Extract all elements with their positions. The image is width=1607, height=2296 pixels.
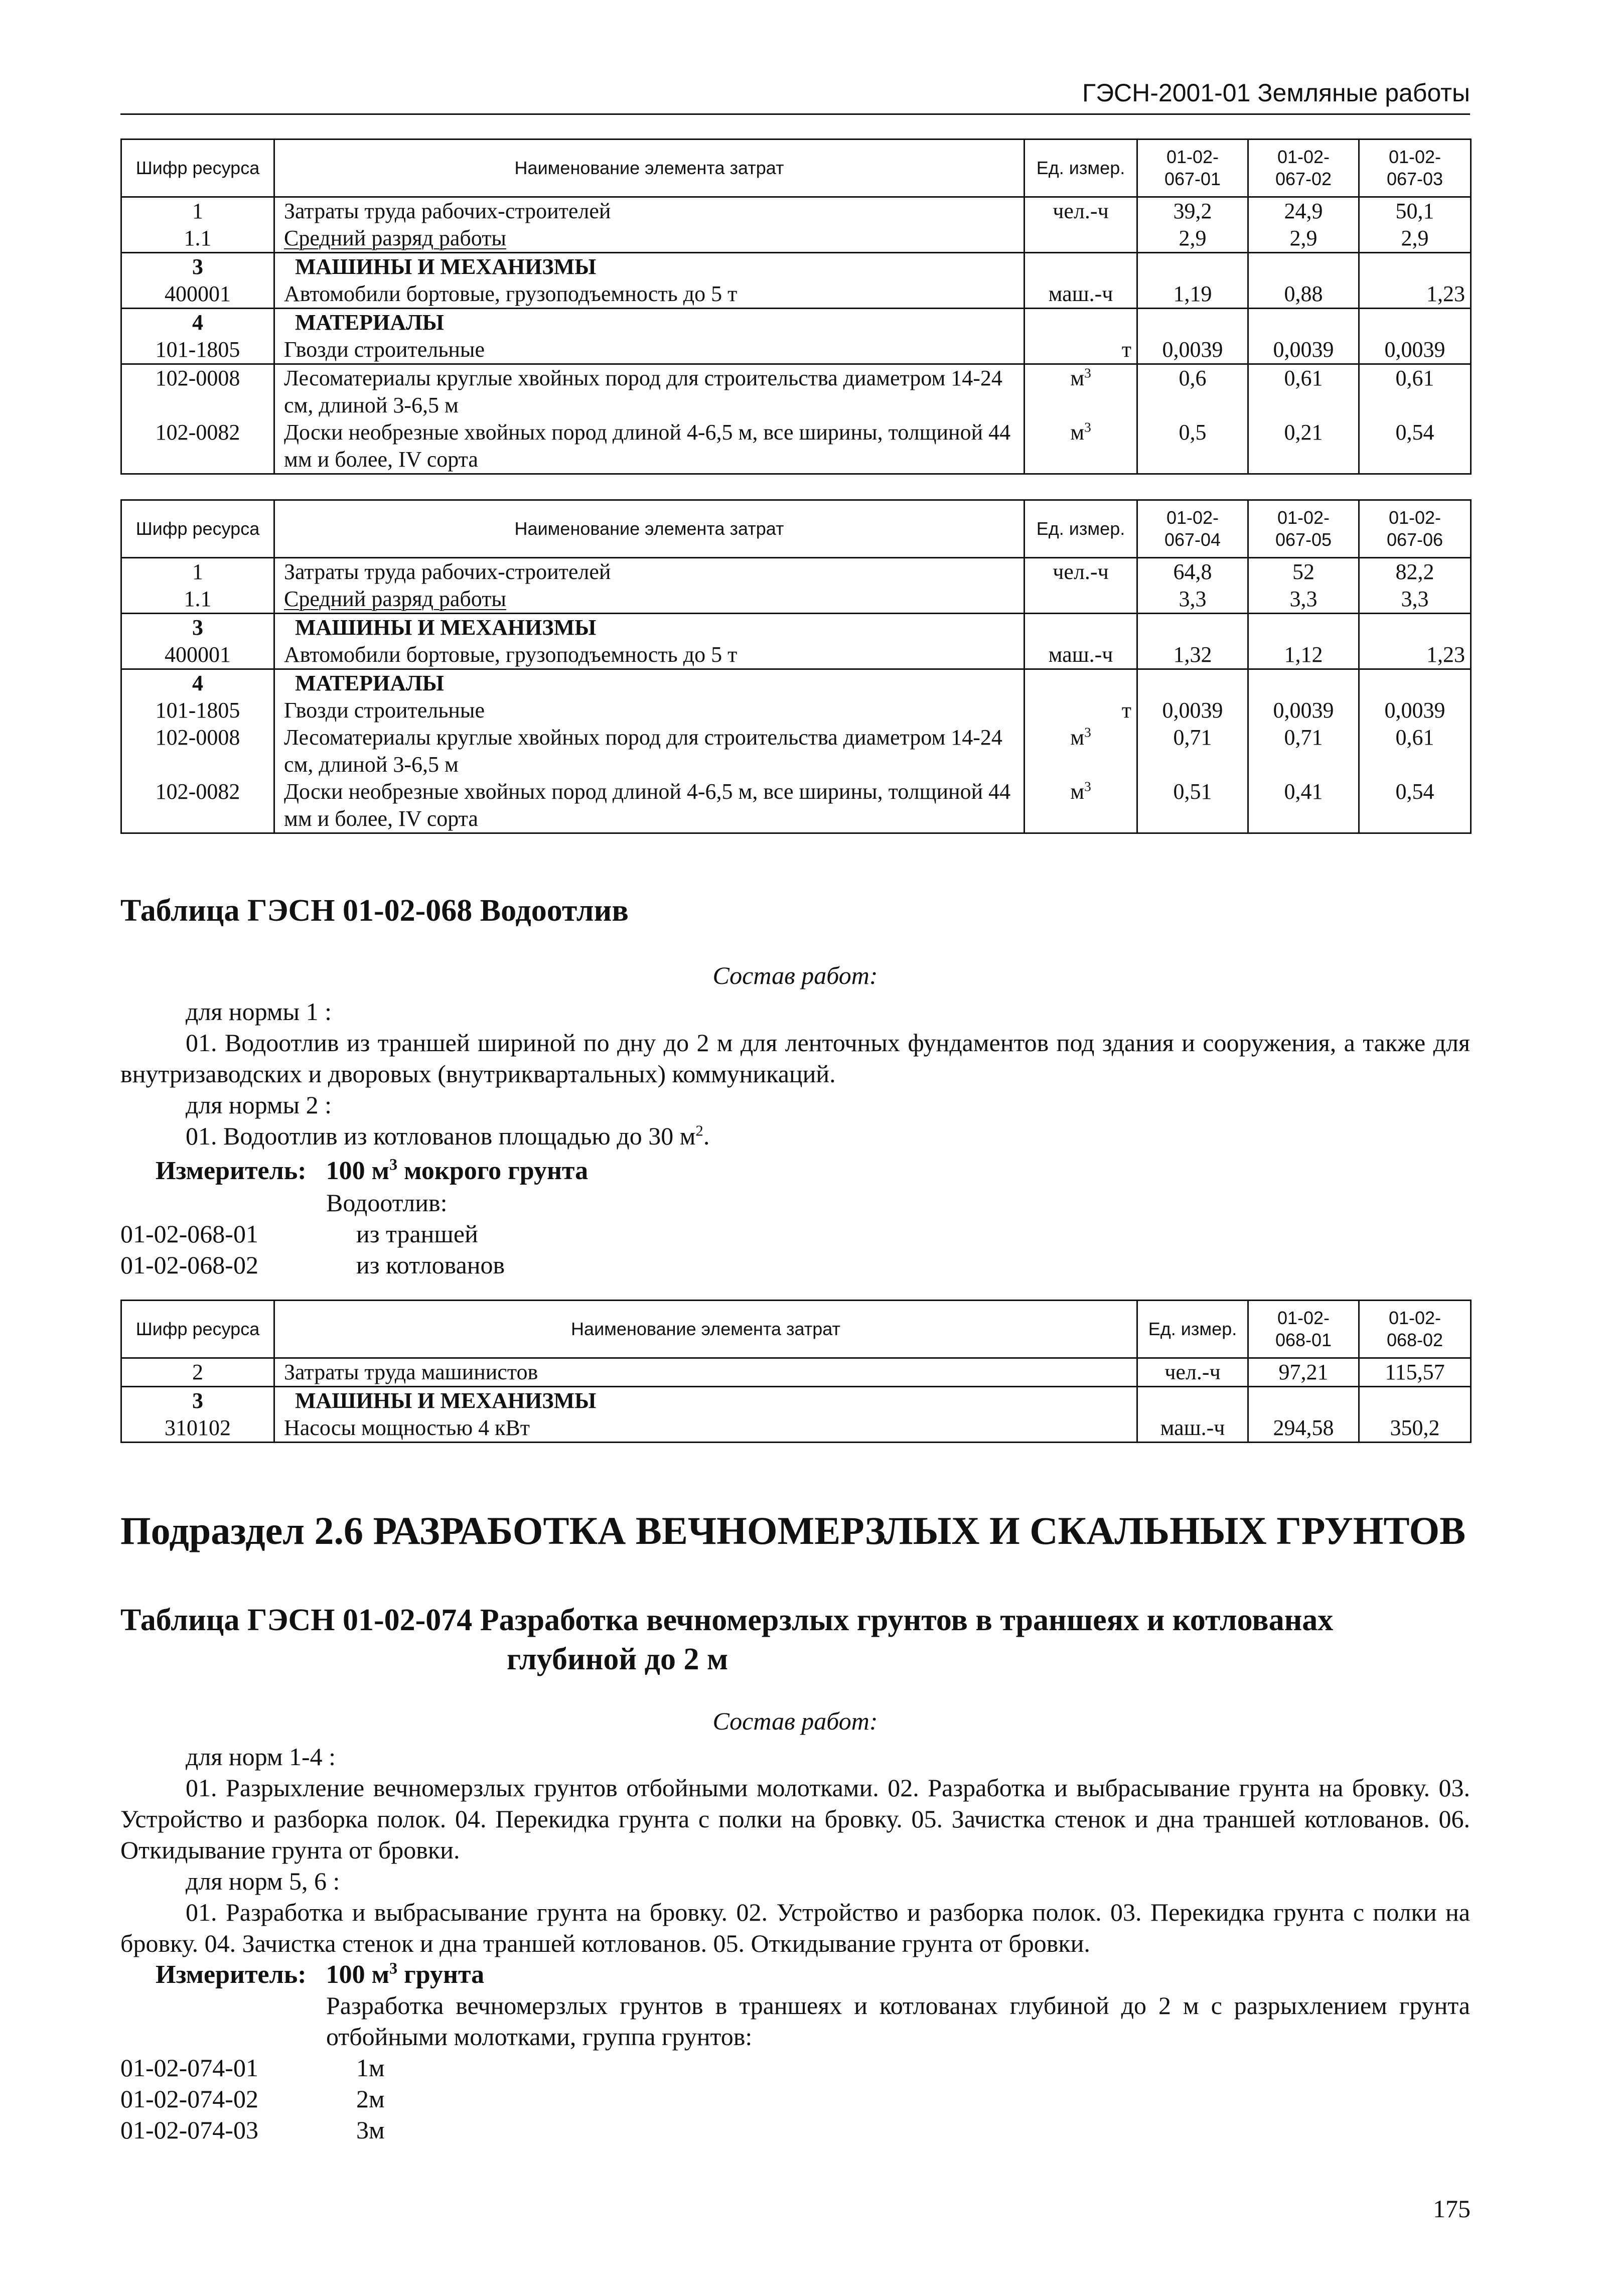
col-header-norm: 01-02- 067-04 (1137, 500, 1248, 558)
cell-section-title: МАТЕРИАЛЫ (274, 669, 1025, 697)
resource-table-068 (120, 1300, 1472, 1443)
table-row (121, 280, 1471, 309)
table-section-row (121, 1387, 1471, 1415)
table-section-row (121, 253, 1471, 281)
cell-unit: маш.-ч (1137, 1414, 1248, 1443)
cell-code: 3 (121, 1387, 274, 1415)
cell-name: Автомобили бортовые, грузоподъемность до 5 т (274, 280, 1025, 309)
cell-code: 1.1 (121, 586, 274, 614)
cell-unit (1025, 253, 1137, 281)
table-row (121, 697, 1471, 724)
col-header-code: Шифр ресурса (121, 1301, 274, 1358)
table-section-row (121, 309, 1471, 337)
cell-code: 102-0008 (121, 364, 274, 419)
cell-value: 2,9 (1248, 225, 1359, 253)
cell-unit: т (1025, 697, 1137, 724)
cell-unit: чел.-ч (1025, 558, 1137, 586)
table-row (121, 724, 1471, 778)
cell-section-title: МАТЕРИАЛЫ (274, 309, 1025, 337)
cell-unit: $м^3$ (1025, 364, 1137, 419)
running-head: ГЭСН-2001-01 Земляные работы (120, 75, 1470, 115)
norm-code: 01-02-074-02 (120, 2085, 258, 2113)
col-header-code: Шифр ресурса (121, 139, 274, 197)
cell-value: 3,3 (1248, 586, 1359, 614)
cell-value: 0,54 (1359, 419, 1471, 474)
cell-value: 39,2 (1137, 197, 1248, 225)
table-row (121, 1358, 1471, 1387)
table-row (121, 641, 1471, 669)
norm-label: для норм 5, 6 : (186, 1867, 340, 1895)
cell-value: 0,0039 (1359, 336, 1471, 364)
norm-name: 1м (356, 2054, 385, 2082)
cell-value (1248, 309, 1359, 337)
cell-code: 4 (121, 669, 274, 697)
cell-value (1359, 253, 1471, 281)
cell-name: Затраты труда машинистов (274, 1358, 1137, 1387)
table-row (121, 778, 1471, 833)
cell-value (1248, 669, 1359, 697)
cell-name: Средний разряд работы (274, 586, 1025, 614)
col-header-name: Наименование элемента затрат (274, 500, 1025, 558)
cell-code: 102-0082 (121, 419, 274, 474)
norm-description: 01. Разработка и выбрасывание грунта на бровку. 02. Устройство и разборка полок. 03. Перекидка грунта с полки на бровку. 04. Зачистка стенок и дна траншей котлованов. 05. Откидывание грунта от бровки. (120, 1898, 1470, 1957)
cell-value: 0,51 (1137, 778, 1248, 833)
cell-value (1359, 614, 1471, 642)
cell-value (1359, 669, 1471, 697)
cell-value: 115,57 (1359, 1358, 1471, 1387)
norm-name: из траншей (356, 1220, 478, 1248)
cell-unit: чел.-ч (1137, 1358, 1248, 1387)
cell-value: 0,0039 (1359, 697, 1471, 724)
cell-value (1248, 614, 1359, 642)
col-header-norm: 01-02- 067-01 (1137, 139, 1248, 197)
composition-label: Состав работ: (712, 1707, 878, 1735)
cell-value: 0,54 (1359, 778, 1471, 833)
norm-name: 2м (356, 2085, 385, 2113)
cell-value: 2,9 (1137, 225, 1248, 253)
cell-value: 64,8 (1137, 558, 1248, 586)
cell-value: 3,3 (1137, 586, 1248, 614)
cell-value: 1,12 (1248, 641, 1359, 669)
table-section-row (121, 614, 1471, 642)
table-row (121, 1414, 1471, 1443)
cell-value: 52 (1248, 558, 1359, 586)
col-header-name: Наименование элемента затрат (274, 1301, 1137, 1358)
col-header-norm: 01-02- 067-05 (1248, 500, 1359, 558)
cell-value (1359, 309, 1471, 337)
norm-group-label: Водоотлив: (326, 1189, 448, 1217)
cell-name: Гвозди строительные (274, 336, 1025, 364)
cell-unit: маш.-ч (1025, 280, 1137, 309)
cell-code: 1.1 (121, 225, 274, 253)
cell-value: 0,5 (1137, 419, 1248, 474)
cell-name: Лесоматериалы круглые хвойных пород для строительства диаметром 14-24 см, длиной 3-6,5 м (274, 364, 1025, 419)
cell-value (1359, 1387, 1471, 1415)
work-composition-074 (120, 1741, 1470, 1959)
cell-value: 1,19 (1137, 280, 1248, 309)
cell-code: 4 (121, 309, 274, 337)
table-header (121, 500, 1471, 558)
page-number: 175 (1433, 2195, 1471, 2223)
cell-code: 400001 (121, 641, 274, 669)
table-row (121, 558, 1471, 586)
cell-unit (1025, 309, 1137, 337)
col-header-norm: 01-02- 068-01 (1248, 1301, 1359, 1358)
col-header-norm: 01-02- 067-02 (1248, 139, 1359, 197)
cell-value (1248, 1387, 1359, 1415)
cell-unit: чел.-ч (1025, 197, 1137, 225)
norm-label: для норм 1-4 : (186, 1743, 336, 1771)
table-row (121, 225, 1471, 253)
subsection-title: Подраздел 2.6 РАЗРАБОТКА ВЕЧНОМЕРЗЛЫХ И СКАЛЬНЫХ ГРУНТОВ (120, 1509, 1466, 1552)
cell-value: 350,2 (1359, 1414, 1471, 1443)
cell-value: 2,9 (1359, 225, 1471, 253)
table-heading-074: Таблица ГЭСН 01-02-074 Разработка вечномерзлых грунтов в траншеях и котлованах глубиной до 2 м (120, 1603, 1334, 1676)
norm-code: 01-02-068-02 (120, 1251, 258, 1279)
cell-value: 0,6 (1137, 364, 1248, 419)
composition-label: Состав работ: (712, 961, 878, 989)
cell-value: 0,21 (1248, 419, 1359, 474)
norm-code: 01-02-074-03 (120, 2116, 258, 2144)
cell-value: 0,61 (1248, 364, 1359, 419)
cell-value: 1,23 (1359, 280, 1471, 309)
norm-description: 01. Разрыхление вечномерзлых грунтов отбойными молотками. 02. Разработка и выбрасывание грунта на бровку. 03. Устройство и разборка полок. 04. Перекидка грунта с полки на бровку. 05. Зачистка стенок и дна траншей котлованов. 06. Откидывание грунта от бровки. (120, 1774, 1470, 1864)
table-row (121, 586, 1471, 614)
table-row (121, 197, 1471, 225)
norm-label: для нормы 2 : (186, 1091, 332, 1119)
cell-section-title: МАШИНЫ И МЕХАНИЗМЫ (274, 253, 1025, 281)
meter-074: Измеритель: 100 $м^3$ грунта (156, 1959, 485, 1989)
cell-value: 82,2 (1359, 558, 1471, 586)
norm-name: 3м (356, 2116, 385, 2144)
norm-code: 01-02-074-01 (120, 2054, 258, 2082)
table-heading-068: Таблица ГЭСН 01-02-068 Водоотлив (120, 894, 629, 928)
cell-unit: $м^3$ (1025, 419, 1137, 474)
table-header (121, 1301, 1471, 1358)
cell-unit (1025, 225, 1137, 253)
cell-value: 294,58 (1248, 1414, 1359, 1443)
cell-code: 101-1805 (121, 336, 274, 364)
cell-code: 102-0082 (121, 778, 274, 833)
norm-description: 01. Водоотлив из котлованов площадью до 30 $м^2$. (186, 1121, 710, 1150)
cell-value: 0,41 (1248, 778, 1359, 833)
norm-description: 01. Водоотлив из траншей шириной по дну до 2 м для ленточных фундаментов под здания и сооружения, а также для внутризаводских и дворовых (внутриквартальных) коммуникаций. (120, 1029, 1470, 1088)
table-row (121, 364, 1471, 419)
cell-name: Гвозди строительные (274, 697, 1025, 724)
table-row (121, 419, 1471, 474)
work-composition-068 (120, 996, 1470, 1152)
cell-name: Автомобили бортовые, грузоподъемность до 5 т (274, 641, 1025, 669)
col-header-norm: 01-02- 067-03 (1359, 139, 1471, 197)
cell-unit (1137, 1387, 1248, 1415)
cell-value: 0,88 (1248, 280, 1359, 309)
cell-name: Затраты труда рабочих-строителей (274, 197, 1025, 225)
cell-code: 2 (121, 1358, 274, 1387)
cell-value: 0,0039 (1137, 336, 1248, 364)
cell-code: 1 (121, 558, 274, 586)
col-header-code: Шифр ресурса (121, 500, 274, 558)
cell-code: 102-0008 (121, 724, 274, 778)
cell-section-title: МАШИНЫ И МЕХАНИЗМЫ (274, 1387, 1137, 1415)
cell-unit: $м^3$ (1025, 724, 1137, 778)
cell-value: 1,32 (1137, 641, 1248, 669)
cell-code: 101-1805 (121, 697, 274, 724)
cell-code: 400001 (121, 280, 274, 309)
col-header-norm: 01-02- 067-06 (1359, 500, 1471, 558)
col-header-unit: Ед. измер. (1025, 139, 1137, 197)
cell-value: 97,21 (1248, 1358, 1359, 1387)
norm-name: из котлованов (356, 1251, 505, 1279)
cell-value: 1,23 (1359, 641, 1471, 669)
col-header-name: Наименование элемента затрат (274, 139, 1025, 197)
col-header-unit: Ед. измер. (1137, 1301, 1248, 1358)
cell-value: 0,61 (1359, 724, 1471, 778)
cell-value: 3,3 (1359, 586, 1471, 614)
cell-code: 3 (121, 614, 274, 642)
col-header-unit: Ед. измер. (1025, 500, 1137, 558)
cell-value: 0,0039 (1248, 697, 1359, 724)
norm-code: 01-02-068-01 (120, 1220, 258, 1248)
cell-name: Средний разряд работы (274, 225, 1025, 253)
cell-name: Затраты труда рабочих-строителей (274, 558, 1025, 586)
norm-label: для нормы 1 : (186, 997, 332, 1026)
cell-section-title: МАШИНЫ И МЕХАНИЗМЫ (274, 614, 1025, 642)
cell-value (1137, 253, 1248, 281)
meter-068: Измеритель: 100 $м^3$ мокрого грунта (156, 1155, 589, 1185)
table-row (121, 336, 1471, 364)
table-section-row (121, 669, 1471, 697)
cell-unit (1025, 614, 1137, 642)
cell-name: Лесоматериалы круглые хвойных пород для строительства диаметром 14-24 см, длиной 3-6,5 м (274, 724, 1025, 778)
norm-group-label: Разработка вечномерзлых грунтов в траншеях и котлованах глубиной до 2 м с разрыхлением грунта отбойными молотками, группа грунтов: (326, 1991, 1470, 2051)
cell-value: 0,71 (1248, 724, 1359, 778)
cell-unit: $м^3$ (1025, 778, 1137, 833)
cell-value: 0,61 (1359, 364, 1471, 419)
cell-value: 0,71 (1137, 724, 1248, 778)
cell-unit (1025, 586, 1137, 614)
resource-table-067-01-03 (120, 138, 1472, 475)
cell-value: 50,1 (1359, 197, 1471, 225)
cell-name: Насосы мощностью 4 кВт (274, 1414, 1137, 1443)
cell-code: 310102 (121, 1414, 274, 1443)
cell-unit: маш.-ч (1025, 641, 1137, 669)
cell-name: Доски необрезные хвойных пород длиной 4-6,5 м, все ширины, толщиной 44 мм и более, IV сорта (274, 419, 1025, 474)
cell-value: 24,9 (1248, 197, 1359, 225)
cell-value (1137, 614, 1248, 642)
cell-value (1248, 253, 1359, 281)
cell-value (1137, 669, 1248, 697)
cell-unit: т (1025, 336, 1137, 364)
cell-value: 0,0039 (1248, 336, 1359, 364)
cell-name: Доски необрезные хвойных пород длиной 4-6,5 м, все ширины, толщиной 44 мм и более, IV сорта (274, 778, 1025, 833)
cell-value: 0,0039 (1137, 697, 1248, 724)
table-header (121, 139, 1471, 197)
cell-code: 3 (121, 253, 274, 281)
cell-code: 1 (121, 197, 274, 225)
col-header-norm: 01-02- 068-02 (1359, 1301, 1471, 1358)
cell-value (1137, 309, 1248, 337)
resource-table-067-04-06 (120, 499, 1472, 834)
cell-unit (1025, 669, 1137, 697)
